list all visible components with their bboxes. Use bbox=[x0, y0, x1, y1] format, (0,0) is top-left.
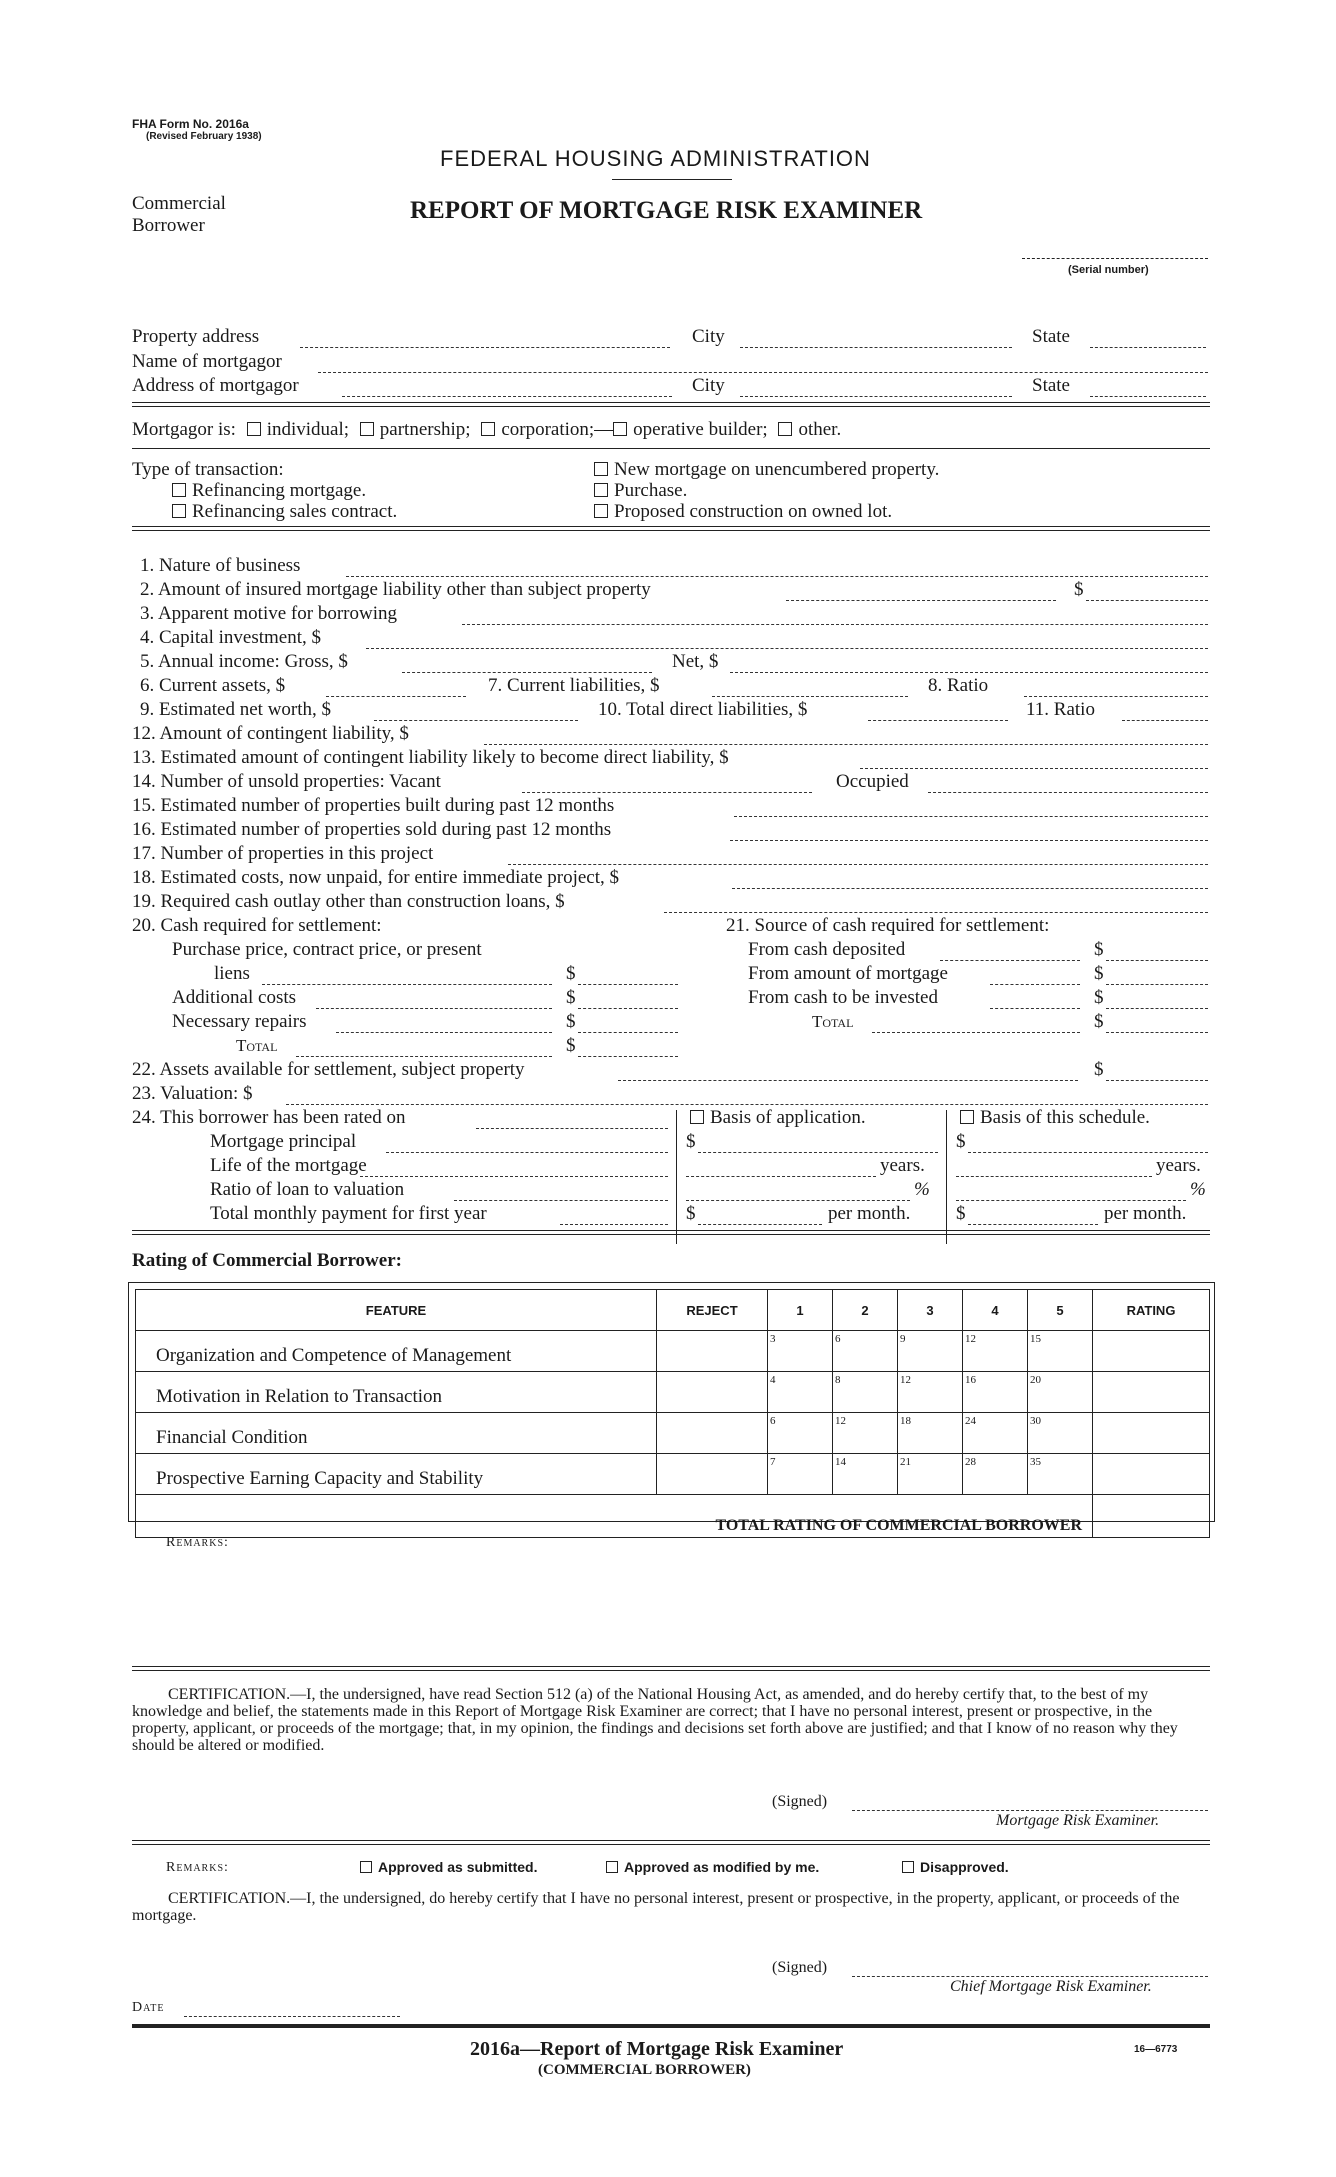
mortgagor-is-label: Mortgagor is: bbox=[132, 419, 236, 440]
page-title: REPORT OF MORTGAGE RISK EXAMINER bbox=[410, 197, 923, 224]
score-cell[interactable]: 6 bbox=[768, 1413, 833, 1454]
borrower-type-line2: Borrower bbox=[132, 215, 205, 236]
score-cell[interactable]: 15 bbox=[1028, 1331, 1093, 1372]
item-24d-sched-dollar: $ bbox=[956, 1203, 966, 1224]
score-cell[interactable]: 3 bbox=[768, 1331, 833, 1372]
item-9-field[interactable] bbox=[374, 704, 578, 721]
individual-checkbox[interactable] bbox=[247, 422, 261, 436]
item-21d-field[interactable] bbox=[1106, 1016, 1208, 1033]
item-21b-dollar: $ bbox=[1094, 963, 1104, 984]
col-3: 3 bbox=[898, 1290, 963, 1331]
state-field[interactable] bbox=[1090, 331, 1206, 348]
feature-cell: Financial Condition bbox=[136, 1413, 657, 1454]
property-address-label: Property address bbox=[132, 326, 260, 347]
score-cell[interactable]: 28 bbox=[963, 1454, 1028, 1495]
rating-cell[interactable] bbox=[1093, 1331, 1210, 1372]
item-24b-sched-years: years. bbox=[1156, 1155, 1201, 1176]
mortgagor-is-row bbox=[132, 418, 841, 442]
address-of-mortgagor-field[interactable] bbox=[342, 380, 672, 397]
remarks-label: Remarks: bbox=[166, 1535, 229, 1550]
item-13-field[interactable] bbox=[860, 752, 1208, 769]
feature-cell: Prospective Earning Capacity and Stability bbox=[136, 1454, 657, 1495]
rating-cell[interactable] bbox=[1093, 1413, 1210, 1454]
corporation-label: corporation;— bbox=[501, 419, 614, 440]
col-feature: FEATURE bbox=[136, 1290, 657, 1331]
proposed-construction-option[interactable] bbox=[594, 500, 892, 524]
remarks-2-label: Remarks: bbox=[166, 1860, 229, 1875]
disapproved-label: Disapproved. bbox=[920, 1859, 1009, 1875]
item-4-field[interactable] bbox=[366, 632, 1208, 649]
item-24c-sched-field[interactable] bbox=[956, 1184, 1186, 1201]
score-cell[interactable]: 24 bbox=[963, 1413, 1028, 1454]
other-checkbox[interactable] bbox=[778, 422, 792, 436]
approved-as-submitted-checkbox[interactable] bbox=[360, 1861, 372, 1873]
item-20a-label-1: Purchase price, contract price, or present bbox=[172, 939, 482, 960]
item-20c-field[interactable] bbox=[578, 1016, 678, 1033]
basis-application-label: Basis of application. bbox=[710, 1107, 866, 1128]
transaction-label: Type of transaction: bbox=[132, 459, 284, 480]
item-24d-sched-field[interactable] bbox=[968, 1208, 1098, 1225]
item-11-field[interactable] bbox=[1122, 704, 1208, 721]
mortgagor-city-field[interactable] bbox=[740, 380, 1012, 397]
date-field[interactable] bbox=[184, 2000, 400, 2017]
item-3-field[interactable] bbox=[462, 608, 1208, 625]
refinancing-mortgage-checkbox[interactable] bbox=[172, 483, 186, 497]
basis-schedule-checkbox[interactable] bbox=[960, 1110, 974, 1124]
score-cell[interactable]: 8 bbox=[833, 1372, 898, 1413]
total-rating-label: TOTAL RATING OF COMMERCIAL BORROWER bbox=[136, 1495, 1093, 1538]
item-24d-dots bbox=[560, 1208, 668, 1225]
item-17-label: 17. Number of properties in this project bbox=[132, 843, 434, 864]
item-2-dots bbox=[786, 584, 1056, 601]
mortgage-risk-examiner-caption: Mortgage Risk Examiner. bbox=[996, 1812, 1160, 1829]
item-20c-dots bbox=[336, 1016, 552, 1033]
basis-schedule-label: Basis of this schedule. bbox=[980, 1107, 1150, 1128]
basis-application-option[interactable] bbox=[690, 1106, 866, 1130]
score-cell[interactable]: 16 bbox=[963, 1372, 1028, 1413]
item-23-field[interactable] bbox=[286, 1088, 1208, 1105]
item-17-field[interactable] bbox=[508, 848, 1208, 865]
col-5: 5 bbox=[1028, 1290, 1093, 1331]
item-21-label: 21. Source of cash required for settlement: bbox=[726, 915, 1050, 936]
feature-cell: Organization and Competence of Management bbox=[136, 1331, 657, 1372]
item-24b-app-years: years. bbox=[880, 1155, 925, 1176]
item-14-vacant-field[interactable] bbox=[522, 776, 812, 793]
item-14-occupied-field[interactable] bbox=[928, 776, 1208, 793]
item-21c-dollar: $ bbox=[1094, 987, 1104, 1008]
item-11-label: 11. Ratio bbox=[1026, 699, 1095, 720]
item-20b-label: Additional costs bbox=[172, 987, 297, 1008]
chief-examiner-signature[interactable] bbox=[852, 1960, 1208, 1977]
item-20a-label-2: liens bbox=[214, 963, 250, 984]
city-field[interactable] bbox=[740, 331, 1012, 348]
item-21d-label: Total bbox=[812, 1012, 854, 1031]
item-21a-field[interactable] bbox=[1106, 944, 1208, 961]
score-cell[interactable]: 21 bbox=[898, 1454, 963, 1495]
date-label: Date bbox=[132, 2000, 165, 2015]
mortgagor-state-label: State bbox=[1032, 375, 1070, 396]
mortgage-risk-examiner-signature[interactable] bbox=[852, 1794, 1208, 1811]
score-cell[interactable]: 9 bbox=[898, 1331, 963, 1372]
item-24c-app-percent: % bbox=[914, 1179, 930, 1200]
item-19-field[interactable] bbox=[664, 896, 1208, 913]
item-20a-field[interactable] bbox=[578, 968, 678, 985]
reject-cell[interactable] bbox=[657, 1331, 768, 1372]
item-5-gross-label: 5. Annual income: Gross, $ bbox=[140, 651, 348, 672]
chief-examiner-caption: Chief Mortgage Risk Examiner. bbox=[950, 1978, 1152, 1995]
item-24d-app-field[interactable] bbox=[698, 1208, 822, 1225]
item-16-field[interactable] bbox=[730, 824, 1208, 841]
address-of-mortgagor-label: Address of mortgagor bbox=[132, 375, 299, 396]
item-4-label: 4. Capital investment, $ bbox=[140, 627, 322, 648]
item-24-label: 24. This borrower has been rated on bbox=[132, 1107, 406, 1128]
item-24a-label: Mortgage principal bbox=[210, 1131, 357, 1152]
approved-as-modified-option[interactable] bbox=[606, 1859, 819, 1875]
reject-cell[interactable] bbox=[657, 1372, 768, 1413]
basis-schedule-option[interactable] bbox=[960, 1106, 1150, 1130]
total-rating-cell[interactable] bbox=[1093, 1495, 1210, 1538]
item-24-dots bbox=[476, 1112, 668, 1129]
item-19-label: 19. Required cash outlay other than construction loans, $ bbox=[132, 891, 565, 912]
item-24b-sched-field[interactable] bbox=[956, 1160, 1152, 1177]
item-20d-dollar: $ bbox=[566, 1035, 576, 1056]
col-1: 1 bbox=[768, 1290, 833, 1331]
signed-2-label: (Signed) bbox=[772, 1959, 828, 1976]
approved-as-submitted-label: Approved as submitted. bbox=[378, 1859, 538, 1875]
score-cell[interactable]: 7 bbox=[768, 1454, 833, 1495]
item-10-label: 10. Total direct liabilities, $ bbox=[598, 699, 808, 720]
item-20b-dots bbox=[316, 992, 552, 1009]
item-22-dots bbox=[618, 1064, 1078, 1081]
item-18-field[interactable] bbox=[732, 872, 1208, 889]
table-row bbox=[136, 1413, 1210, 1454]
item-20d-dots bbox=[296, 1040, 552, 1057]
form-number: FHA Form No. 2016a bbox=[132, 117, 249, 131]
item-20b-field[interactable] bbox=[578, 992, 678, 1009]
remarks-field[interactable] bbox=[166, 1555, 1206, 1655]
item-23-label: 23. Valuation: $ bbox=[132, 1083, 253, 1104]
name-of-mortgagor-field[interactable] bbox=[318, 356, 1208, 373]
item-20a-dollar: $ bbox=[566, 963, 576, 984]
refinancing-sales-option[interactable] bbox=[172, 500, 397, 524]
mortgagor-state-field[interactable] bbox=[1090, 380, 1206, 397]
table-row bbox=[136, 1454, 1210, 1495]
refinancing-sales-label: Refinancing sales contract. bbox=[192, 501, 398, 522]
item-20c-dollar: $ bbox=[566, 1011, 576, 1032]
form-revised: (Revised February 1938) bbox=[146, 131, 262, 142]
rating-heading: Rating of Commercial Borrower: bbox=[132, 1250, 402, 1271]
item-20b-dollar: $ bbox=[566, 987, 576, 1008]
new-mortgage-checkbox[interactable] bbox=[594, 462, 608, 476]
footer-subtitle: (COMMERCIAL BORROWER) bbox=[538, 2062, 751, 2078]
score-cell[interactable]: 14 bbox=[833, 1454, 898, 1495]
item-21c-field[interactable] bbox=[1106, 992, 1208, 1009]
partnership-label: partnership; bbox=[379, 419, 471, 440]
approved-as-modified-checkbox[interactable] bbox=[606, 1861, 618, 1873]
refinancing-sales-checkbox[interactable] bbox=[172, 504, 186, 518]
reject-cell[interactable] bbox=[657, 1413, 768, 1454]
item-12-label: 12. Amount of contingent liability, $ bbox=[132, 723, 409, 744]
partnership-checkbox[interactable] bbox=[360, 422, 374, 436]
mortgagor-city-label: City bbox=[692, 375, 725, 396]
item-24a-dots bbox=[386, 1136, 668, 1153]
score-cell[interactable]: 18 bbox=[898, 1413, 963, 1454]
item-14-occupied-label: Occupied bbox=[836, 771, 909, 792]
item-6-label: 6. Current assets, $ bbox=[140, 675, 286, 696]
item-20c-label: Necessary repairs bbox=[172, 1011, 307, 1032]
score-cell[interactable]: 12 bbox=[898, 1372, 963, 1413]
item-24d-app-dollar: $ bbox=[686, 1203, 696, 1224]
col-2: 2 bbox=[833, 1290, 898, 1331]
other-label: other. bbox=[798, 419, 842, 440]
disapproved-option[interactable] bbox=[902, 1859, 1009, 1875]
serial-number-label: (Serial number) bbox=[1068, 264, 1149, 276]
purchase-checkbox[interactable] bbox=[594, 483, 608, 497]
item-7-label: 7. Current liabilities, $ bbox=[488, 675, 660, 696]
agency-name: FEDERAL HOUSING ADMINISTRATION bbox=[440, 146, 871, 171]
score-cell[interactable]: 12 bbox=[833, 1413, 898, 1454]
item-20d-label: Total bbox=[236, 1036, 278, 1055]
certification-2-text: CERTIFICATION.—I, the undersigned, do hereby certify that I have no personal interest, present or prospective, in the property, applicant, or proceeds of the mortgage. bbox=[132, 1890, 1180, 1924]
score-cell[interactable]: 6 bbox=[833, 1331, 898, 1372]
basis-application-checkbox[interactable] bbox=[690, 1110, 704, 1124]
item-24a-app-field[interactable] bbox=[698, 1136, 938, 1153]
item-20-label: 20. Cash required for settlement: bbox=[132, 915, 382, 936]
item-22-label: 22. Assets available for settlement, subject property bbox=[132, 1059, 525, 1080]
item-24b-label: Life of the mortgage bbox=[210, 1155, 367, 1176]
item-12-field[interactable] bbox=[484, 728, 1208, 745]
item-20a-dots bbox=[262, 968, 552, 985]
score-cell[interactable]: 4 bbox=[768, 1372, 833, 1413]
individual-label: individual; bbox=[266, 419, 350, 440]
item-21c-label: From cash to be invested bbox=[748, 987, 938, 1008]
corporation-checkbox[interactable] bbox=[481, 422, 495, 436]
item-21b-field[interactable] bbox=[1106, 968, 1208, 985]
col-reject: REJECT bbox=[657, 1290, 768, 1331]
borrower-type-line1: Commercial bbox=[132, 193, 226, 214]
rating-table bbox=[135, 1289, 1210, 1538]
item-20d-field[interactable] bbox=[578, 1040, 678, 1057]
item-21a-label: From cash deposited bbox=[748, 939, 906, 960]
item-21c-dots bbox=[990, 992, 1080, 1009]
item-21a-dots bbox=[940, 944, 1080, 961]
item-24c-sched-percent: % bbox=[1190, 1179, 1206, 1200]
item-24d-app-per-month: per month. bbox=[828, 1203, 911, 1224]
item-22-dollar: $ bbox=[1094, 1059, 1104, 1080]
item-22-field[interactable] bbox=[1106, 1064, 1208, 1081]
name-of-mortgagor-label: Name of mortgagor bbox=[132, 351, 282, 372]
item-16-label: 16. Estimated number of properties sold during past 12 months bbox=[132, 819, 612, 840]
item-9-label: 9. Estimated net worth, $ bbox=[140, 699, 332, 720]
col-rating: RATING bbox=[1093, 1290, 1210, 1331]
item-15-field[interactable] bbox=[734, 800, 1208, 817]
item-21b-label: From amount of mortgage bbox=[748, 963, 948, 984]
table-row bbox=[136, 1331, 1210, 1372]
rating-cell[interactable] bbox=[1093, 1454, 1210, 1495]
score-cell[interactable]: 30 bbox=[1028, 1413, 1093, 1454]
item-24d-sched-per-month: per month. bbox=[1104, 1203, 1187, 1224]
item-24c-dots bbox=[454, 1184, 668, 1201]
item-2-dollar: $ bbox=[1074, 579, 1084, 600]
proposed-construction-label: Proposed construction on owned lot. bbox=[614, 501, 893, 522]
item-21d-dollar: $ bbox=[1094, 1011, 1104, 1032]
item-24a-sched-field[interactable] bbox=[968, 1136, 1208, 1153]
reject-cell[interactable] bbox=[657, 1454, 768, 1495]
item-24c-app-field[interactable] bbox=[686, 1184, 910, 1201]
item-2-label: 2. Amount of insured mortgage liability other than subject property bbox=[140, 579, 651, 600]
item-2-field[interactable] bbox=[1086, 584, 1208, 601]
certification-text: CERTIFICATION.—I, the undersigned, have read Section 512 (a) of the National Housing Act, as amended, and do hereby certify that, to the best of my knowledge and belief, the statements made in this Report of Mortgage Risk Examiner are correct; that I have no personal interest, present or prospective, in the property, applicant, or proceeds of the mortgage; that, in my opinion, the findings and decisions set forth above are justified; and that I know of no reason why they should be altered or modified. bbox=[132, 1686, 1178, 1754]
item-14-vacant-label: 14. Number of unsold properties: Vacant bbox=[132, 771, 441, 792]
proposed-construction-checkbox[interactable] bbox=[594, 504, 608, 518]
item-21b-dots bbox=[990, 968, 1080, 985]
score-cell[interactable]: 12 bbox=[963, 1331, 1028, 1372]
score-cell[interactable]: 20 bbox=[1028, 1372, 1093, 1413]
item-15-label: 15. Estimated number of properties built during past 12 months bbox=[132, 795, 615, 816]
item-21a-dollar: $ bbox=[1094, 939, 1104, 960]
item-1-field[interactable] bbox=[346, 560, 1208, 577]
item-3-label: 3. Apparent motive for borrowing bbox=[140, 603, 397, 624]
operative-builder-label: operative builder; bbox=[633, 419, 768, 440]
feature-cell: Motivation in Relation to Transaction bbox=[136, 1372, 657, 1413]
item-24b-app-field[interactable] bbox=[686, 1160, 876, 1177]
disapproved-checkbox[interactable] bbox=[902, 1861, 914, 1873]
item-21d-dots bbox=[872, 1016, 1080, 1033]
item-24d-label: Total monthly payment for first year bbox=[210, 1203, 487, 1224]
approved-as-modified-label: Approved as modified by me. bbox=[624, 1859, 820, 1875]
item-5-gross-field[interactable] bbox=[402, 656, 652, 673]
item-24a-sched-dollar: $ bbox=[956, 1131, 966, 1152]
table-row bbox=[136, 1372, 1210, 1413]
item-18-label: 18. Estimated costs, now unpaid, for entire immediate project, $ bbox=[132, 867, 620, 888]
property-address-field[interactable] bbox=[300, 331, 670, 348]
signed-label: (Signed) bbox=[772, 1793, 828, 1810]
item-5-net-label: Net, $ bbox=[672, 651, 719, 672]
item-24a-app-dollar: $ bbox=[686, 1131, 696, 1152]
item-24c-label: Ratio of loan to valuation bbox=[210, 1179, 405, 1200]
item-10-field[interactable] bbox=[868, 704, 1008, 721]
item-1-label: 1. Nature of business bbox=[140, 555, 301, 576]
footer-code: 16—6773 bbox=[1134, 2044, 1178, 2055]
item-24b-dots bbox=[360, 1160, 668, 1177]
col-4: 4 bbox=[963, 1290, 1028, 1331]
item-8-label: 8. Ratio bbox=[928, 675, 989, 696]
state-label: State bbox=[1032, 326, 1070, 347]
new-mortgage-label: New mortgage on unencumbered property. bbox=[614, 459, 940, 480]
item-8-field[interactable] bbox=[1024, 680, 1208, 697]
city-label: City bbox=[692, 326, 725, 347]
operative-builder-checkbox[interactable] bbox=[613, 422, 627, 436]
score-cell[interactable]: 35 bbox=[1028, 1454, 1093, 1495]
item-5-net-field[interactable] bbox=[730, 656, 1208, 673]
item-13-label: 13. Estimated amount of contingent liability likely to become direct liability, $ bbox=[132, 747, 729, 768]
purchase-label: Purchase. bbox=[614, 480, 688, 501]
item-6-field[interactable] bbox=[326, 680, 466, 697]
rating-cell[interactable] bbox=[1093, 1372, 1210, 1413]
approved-as-submitted-option[interactable] bbox=[360, 1859, 537, 1875]
item-7-field[interactable] bbox=[712, 680, 908, 697]
refinancing-mortgage-label: Refinancing mortgage. bbox=[192, 480, 367, 501]
footer-title: 2016a—Report of Mortgage Risk Examiner bbox=[470, 2038, 844, 2060]
